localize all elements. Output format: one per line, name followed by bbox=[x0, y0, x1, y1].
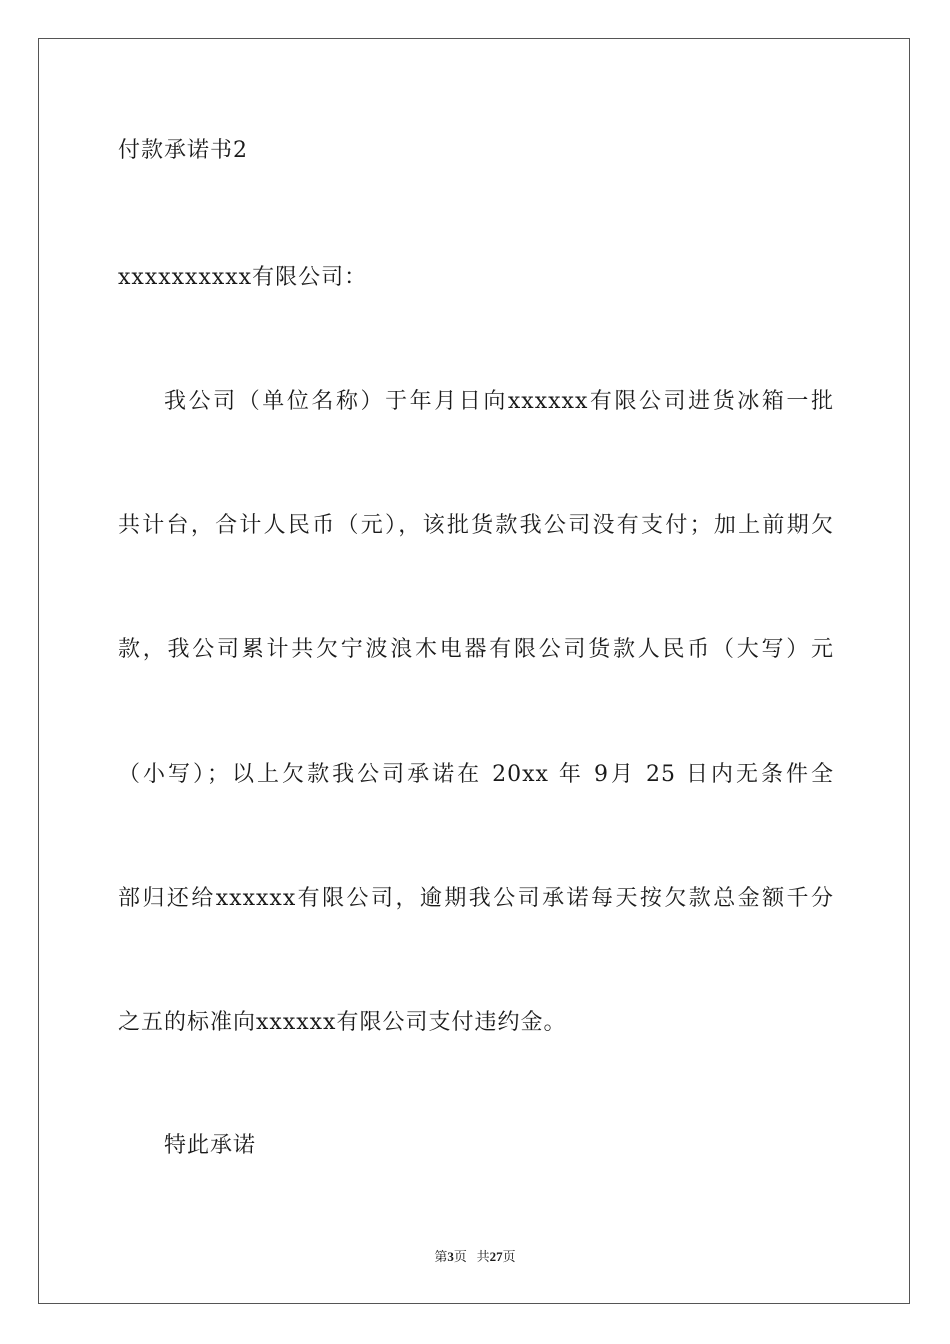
footer-total-suffix: 页 bbox=[502, 1249, 516, 1264]
footer-page-prefix: 第 bbox=[434, 1249, 448, 1264]
footer-page-number: 3 bbox=[447, 1249, 454, 1264]
body-line-5: 部归还给xxxxxx有限公司，逾期我公司承诺每天按欠款总金额千分 bbox=[118, 886, 834, 911]
body-line-4: （小写）；以上欠款我公司承诺在 20xx 年 9月 25 日内无条件全 bbox=[118, 762, 834, 787]
body-line-6: 之五的标准向xxxxxx有限公司支付违约金。 bbox=[118, 1010, 567, 1035]
footer-total-pages: 27 bbox=[489, 1249, 503, 1264]
footer-page-suffix: 页 bbox=[453, 1249, 467, 1264]
body-line-1: 我公司（单位名称）于年月日向xxxxxx有限公司进货冰箱一批 bbox=[164, 389, 834, 414]
closing-statement: 特此承诺 bbox=[164, 1133, 257, 1158]
page-border bbox=[38, 38, 910, 1304]
page-footer bbox=[0, 1248, 950, 1266]
body-line-2: 共计台，合计人民币（元），该批货款我公司没有支付；加上前期欠 bbox=[118, 513, 834, 538]
addressee: xxxxxxxxxx有限公司： bbox=[118, 265, 368, 290]
document-title: 付款承诺书2 bbox=[118, 138, 248, 163]
body-line-3: 款，我公司累计共欠宁波浪木电器有限公司货款人民币（大写）元 bbox=[118, 637, 834, 662]
footer-total-prefix: 共 bbox=[476, 1249, 490, 1264]
